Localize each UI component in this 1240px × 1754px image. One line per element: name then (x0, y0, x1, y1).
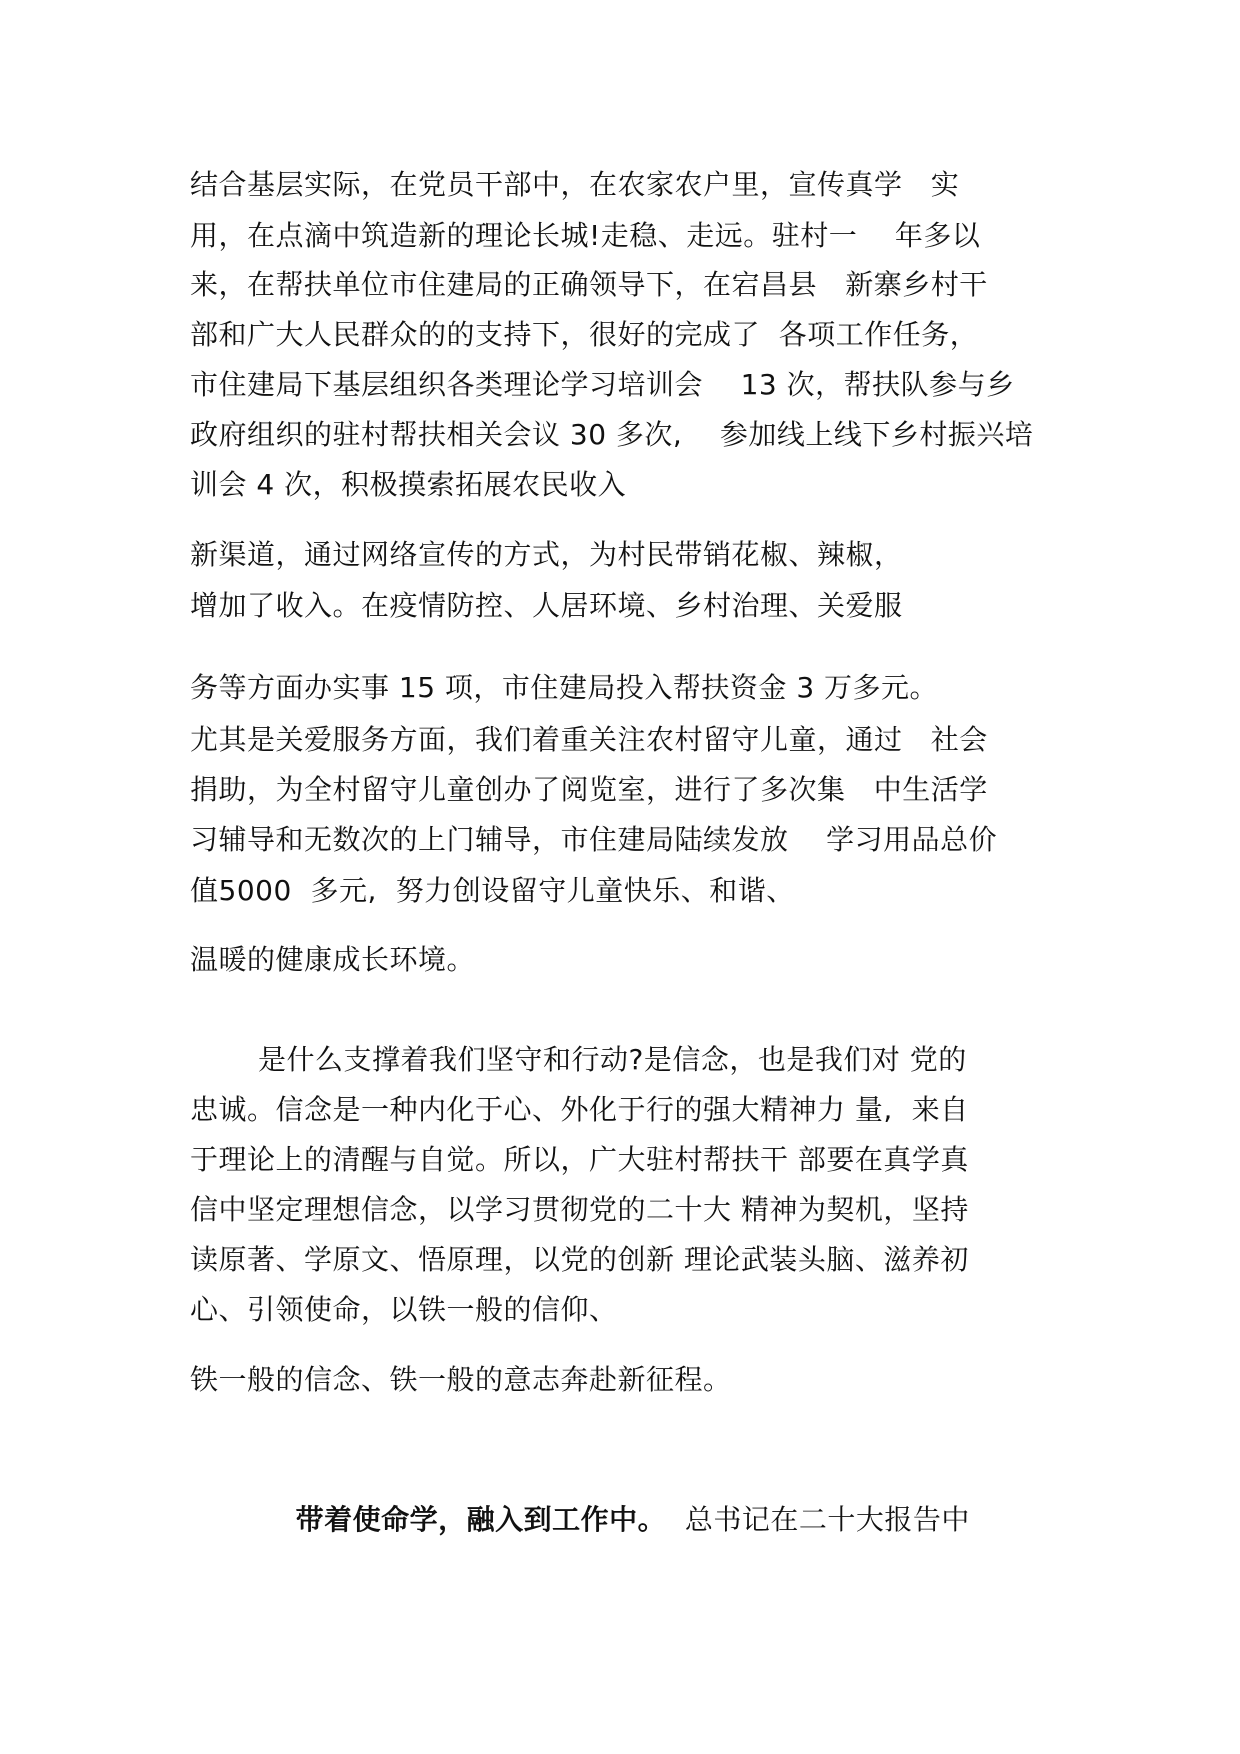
paragraph-line: 捐助，为全村留守儿童创办了阅览室，进行了多次集 中生活学 (190, 773, 988, 806)
paragraph-line: 务等方面办实事 15 项，市住建局投入帮扶资金 3 万多元。 (190, 671, 939, 704)
paragraph-line: 来，在帮扶单位市住建局的正确领导下，在宕昌县 新寨乡村干 (190, 268, 988, 301)
paragraph-line: 温暖的健康成长环境。 (190, 943, 476, 976)
paragraph-line: 新渠道，通过网络宣传的方式，为村民带销花椒、辣椒， (190, 538, 903, 571)
paragraph-line: 值5000 多元, 努力创设留守儿童快乐、和谐、 (190, 874, 795, 907)
paragraph-text: 总书记在二十大报告中 (666, 1503, 970, 1536)
paragraph-line: 尤其是关爱服务方面，我们着重关注农村留守儿童，通过 社会 (190, 723, 988, 756)
paragraph-line: 于理论上的清醒与自觉。所以，广大驻村帮扶干 部要在真学真 (190, 1143, 969, 1176)
paragraph-line: 习辅导和无数次的上门辅导，市住建局陆续发放 学习用品总价 (190, 823, 998, 856)
section-heading: 带着使命学，融入到工作中。 (295, 1503, 667, 1536)
paragraph-line: 忠诚。信念是一种内化于心、外化于行的强大精神力 量, 来自 (190, 1093, 969, 1126)
paragraph-line: 结合基层实际，在党员干部中，在农家农户里，宣传真学 实 (190, 168, 960, 201)
paragraph-first-line: 是什么支撑着我们坚守和行动?是信念，也是我们对 党的 (258, 1043, 967, 1076)
paragraph-line: 读原著、学原文、悟原理，以党的创新 理论武装头脑、滋养初 (190, 1243, 969, 1276)
paragraph-line: 政府组织的驻村帮扶相关会议 30 多次, 参加线上线下乡村振兴培 (190, 418, 1034, 451)
paragraph-line: 铁一般的信念、铁一般的意志奔赴新征程。 (190, 1363, 732, 1396)
paragraph-line: 增加了收入。在疫情防控、人居环境、乡村治理、关爱服 (190, 589, 903, 622)
paragraph-line: 市住建局下基层组织各类理论学习培训会 13 次，帮扶队参与乡 (190, 368, 1015, 401)
paragraph-line: 信中坚定理想信念，以学习贯彻党的二十大 精神为契机，坚持 (190, 1193, 969, 1226)
paragraph-line: 部和广大人民群众的的支持下，很好的完成了 各项工作任务， (190, 318, 979, 351)
paragraph-line: 训会 4 次，积极摸索拓展农民收入 (190, 468, 627, 501)
section-heading-line (258, 1460, 970, 1580)
paragraph-line: 用，在点滴中筑造新的理论长城!走稳、走远。驻村一 年多以 (190, 219, 981, 252)
paragraph-line: 心、引领使命，以铁一般的信仰、 (190, 1293, 618, 1326)
